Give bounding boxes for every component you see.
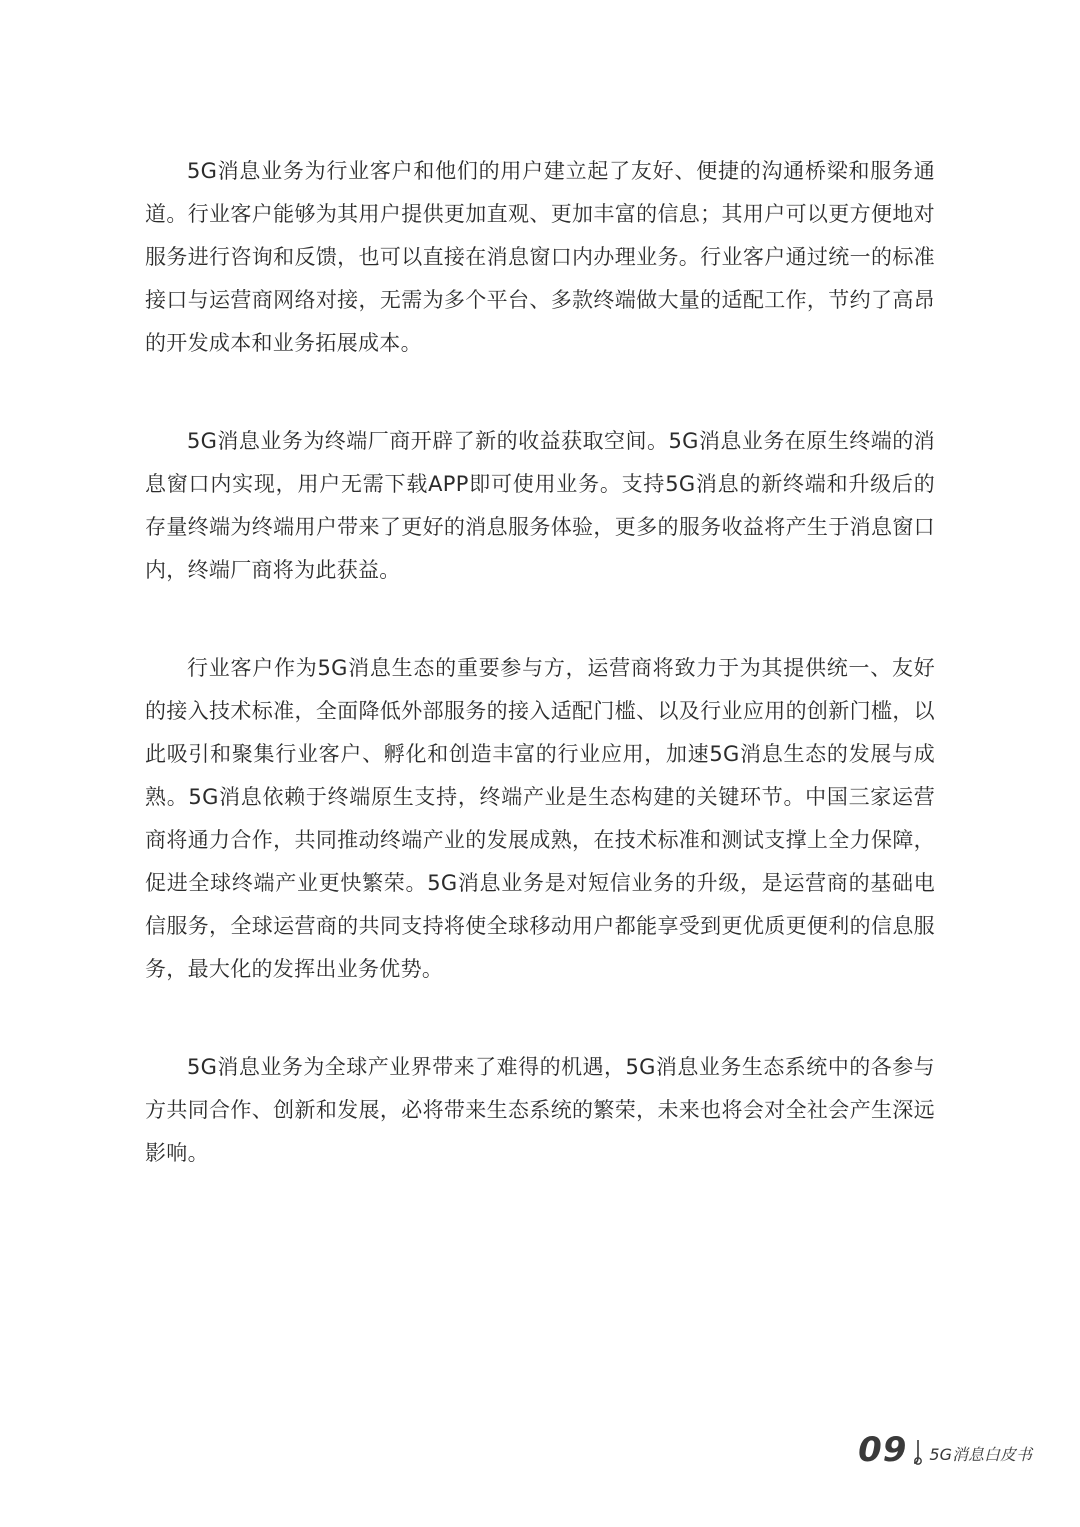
page-body [145, 150, 935, 1230]
paragraph-2: 5G消息业务为终端厂商开辟了新的收益获取空间。5G消息业务在原生终端的消息窗口内实现，用户无需下载APP即可使用业务。支持5G消息的新终端和升级后的存量终端为终端用户带来了更好的消息服务体验，更多的服务收益将产生于消息窗口内，终端厂商将为此获益。 [145, 429, 935, 582]
page-footer [858, 1430, 1032, 1470]
page-number: 09 [858, 1430, 908, 1470]
hook-mark-icon [911, 1439, 925, 1467]
paragraph-4: 5G消息业务为全球产业界带来了难得的机遇，5G消息业务生态系统中的各参与方共同合作、创新和发展，必将带来生态系统的繁荣，未来也将会对全社会产生深远影响。 [145, 1055, 935, 1165]
document-title: 5G消息白皮书 [929, 1445, 1032, 1464]
paragraph-3: 行业客户作为5G消息生态的重要参与方，运营商将致力于为其提供统一、友好的接入技术标准，全面降低外部服务的接入适配门槛、以及行业应用的创新门槛，以此吸引和聚集行业客户、孵化和创造丰富的行业应用，加速5G消息生态的发展与成熟。5G消息依赖于终端原生支持，终端产业是生态构建的关键环节。中国三家运营商将通力合作，共同推动终端产业的发展成熟，在技术标准和测试支撑上全力保障，促进全球终端产业更快繁荣。5G消息业务是对短信业务的升级，是运营商的基础电信服务，全球运营商的共同支持将使全球移动用户都能享受到更优质更便利的信息服务，最大化的发挥出业务优势。 [145, 656, 935, 981]
paragraph-1: 5G消息业务为行业客户和他们的用户建立起了友好、便捷的沟通桥梁和服务通道。行业客户能够为其用户提供更加直观、更加丰富的信息；其用户可以更方便地对服务进行咨询和反馈，也可以直接在消息窗口内办理业务。行业客户通过统一的标准接口与运营商网络对接，无需为多个平台、多款终端做大量的适配工作，节约了高昂的开发成本和业务拓展成本。 [145, 159, 935, 355]
